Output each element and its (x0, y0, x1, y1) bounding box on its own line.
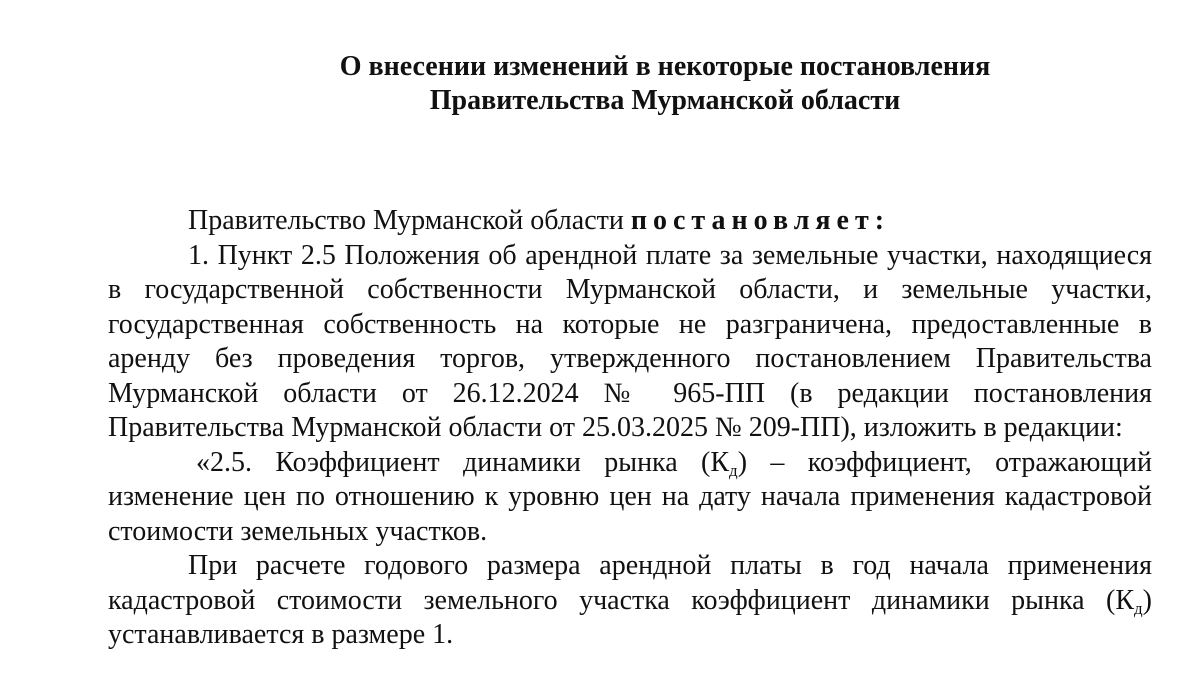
intro-text: Правительство Мурманской области (188, 205, 631, 236)
item-1-paragraph: 1. Пункт 2.5 Положения об арендной плате за земельные участки, находящиеся в государственной собственности Мурманской области, и земельные участки, государственная собственность на которые не разграничена, предоставленные в аренду без проведения торгов, утвержденного постановлением Правительства Мурманской области от 26.12.2024 № 965-ПП (в редакции постановления Правительства Мурманской области от 25.03.2025 № 209-ПП), изложить в редакции: (108, 239, 1152, 443)
calc-subscript: д (1134, 598, 1143, 618)
intro-paragraph (108, 204, 1152, 239)
title-line-1: О внесении изменений в некоторые постановления (339, 51, 991, 82)
quoted-clause-paragraph (108, 446, 1152, 550)
calc-start: При расчете годового размера арендной платы в год начала применения кадастровой стоимости земельного участка коэффициент динамики рынка (К (108, 550, 1152, 616)
document-title (178, 50, 1152, 118)
document-body (108, 204, 1152, 653)
intro-decree-word: постановляет: (630, 205, 891, 236)
document-page (108, 50, 1152, 653)
calculation-paragraph (108, 549, 1152, 653)
quote-start: «2.5. Коэффициент динамики рынка (К (196, 446, 730, 478)
calc-end: ) устанавливается в размере 1. (108, 584, 1152, 650)
quote-end: ) – коэффициент, отражающий изменение цен по отношению к уровню цен на дату начала применения кадастровой стоимости земельных участков. (108, 446, 1152, 547)
title-line-2: Правительства Мурманской области (429, 85, 901, 116)
quote-subscript: д (729, 460, 738, 480)
